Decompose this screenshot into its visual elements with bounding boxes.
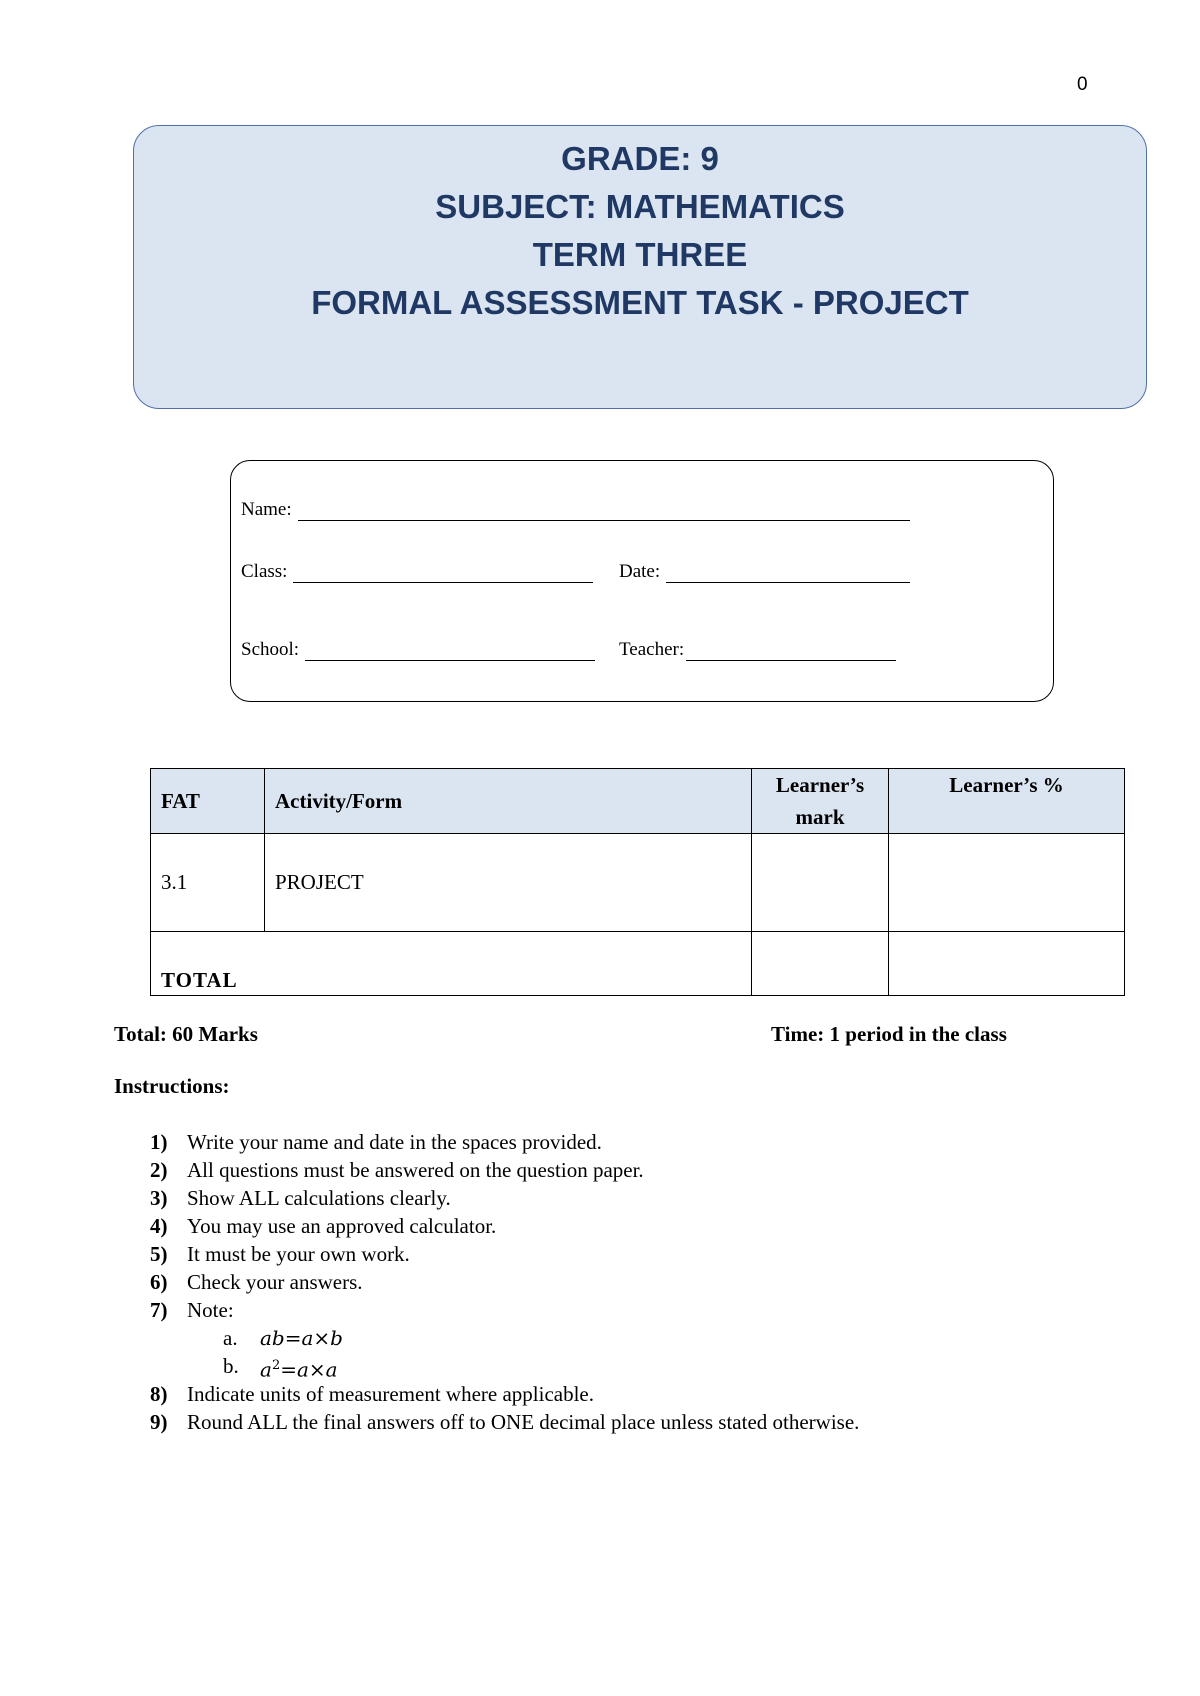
teacher-line[interactable] [686,640,896,661]
cell-fat: 3.1 [151,834,265,932]
total-marks: Total: 60 Marks [114,1022,258,1046]
item-text: Write your name and date in the spaces provided. [187,1130,602,1154]
item-number: 6) [150,1270,168,1294]
list-item [150,1128,859,1156]
note-item-b [150,1352,859,1380]
subject-heading: SUBJECT: MATHEMATICS [435,188,845,225]
cell-total-mark[interactable] [752,932,889,996]
cell-learner-percent[interactable] [889,834,1125,932]
name-field[interactable] [241,499,910,521]
list-item [150,1268,859,1296]
item-number: 8) [150,1382,168,1406]
note-letter: b. [223,1354,239,1378]
date-field[interactable] [619,561,910,583]
time-allowed: Time: 1 period in the class [771,1022,1007,1046]
formula-base: a [260,1357,272,1382]
cell-learner-mark[interactable] [752,834,889,932]
list-item [150,1184,859,1212]
list-item [150,1296,859,1324]
item-number: 5) [150,1242,168,1266]
list-item [150,1408,859,1436]
class-field[interactable] [241,561,593,583]
date-line[interactable] [666,562,910,583]
header-learner-mark: Learner’s mark [752,769,889,834]
list-item [150,1240,859,1268]
formula-a-squared [260,1352,338,1380]
item-number: 7) [150,1298,168,1322]
table-total-row [151,932,1125,996]
list-item [150,1380,859,1408]
item-text: It must be your own work. [187,1242,410,1266]
instructions-heading: Instructions: [114,1074,230,1098]
total-label: TOTAL [151,932,752,996]
instructions-list [150,1128,859,1436]
item-number: 3) [150,1186,168,1210]
task-heading: FORMAL ASSESSMENT TASK - PROJECT [311,284,969,321]
header-learner-percent: Learner’s % [889,769,1125,834]
item-number: 9) [150,1410,168,1434]
name-line[interactable] [298,500,910,521]
name-label: Name: [241,499,292,520]
cell-total-percent[interactable] [889,932,1125,996]
item-text: All questions must be answered on the question paper. [187,1158,644,1182]
item-number: 4) [150,1214,168,1238]
formula-ab: ab=a×b [260,1326,343,1350]
learner-details-box [230,460,1054,702]
teacher-label: Teacher: [619,639,685,660]
item-number: 2) [150,1158,168,1182]
item-number: 1) [150,1130,168,1154]
class-line[interactable] [293,562,593,583]
school-line[interactable] [305,640,595,661]
item-text: Check your answers. [187,1270,363,1294]
item-text: Show ALL calculations clearly. [187,1186,451,1210]
class-label: Class: [241,561,288,582]
note-item-a [150,1324,859,1352]
formula-rest: =a×a [280,1357,338,1382]
item-text: Note: [187,1298,234,1322]
page-number: 0 [1077,74,1088,95]
assessment-table [150,768,1125,996]
header-fat: FAT [151,769,265,834]
table-row [151,834,1125,932]
note-letter: a. [223,1326,238,1350]
school-field[interactable] [241,639,595,661]
list-item [150,1212,859,1240]
formula-exponent: 2 [271,1358,281,1373]
item-text: Round ALL the final answers off to ONE decimal place unless stated otherwise. [187,1410,860,1434]
teacher-field[interactable] [619,639,896,661]
date-label: Date: [619,561,661,582]
item-text: You may use an approved calculator. [187,1214,497,1238]
term-heading: TERM THREE [532,236,748,273]
grade-heading: GRADE: 9 [561,140,719,177]
table-header-row [151,769,1125,834]
title-box [133,125,1147,409]
school-label: School: [241,639,300,660]
list-item [150,1156,859,1184]
cell-activity: PROJECT [265,834,752,932]
item-text: Indicate units of measurement where applicable. [187,1382,594,1406]
header-activity: Activity/Form [265,769,752,834]
